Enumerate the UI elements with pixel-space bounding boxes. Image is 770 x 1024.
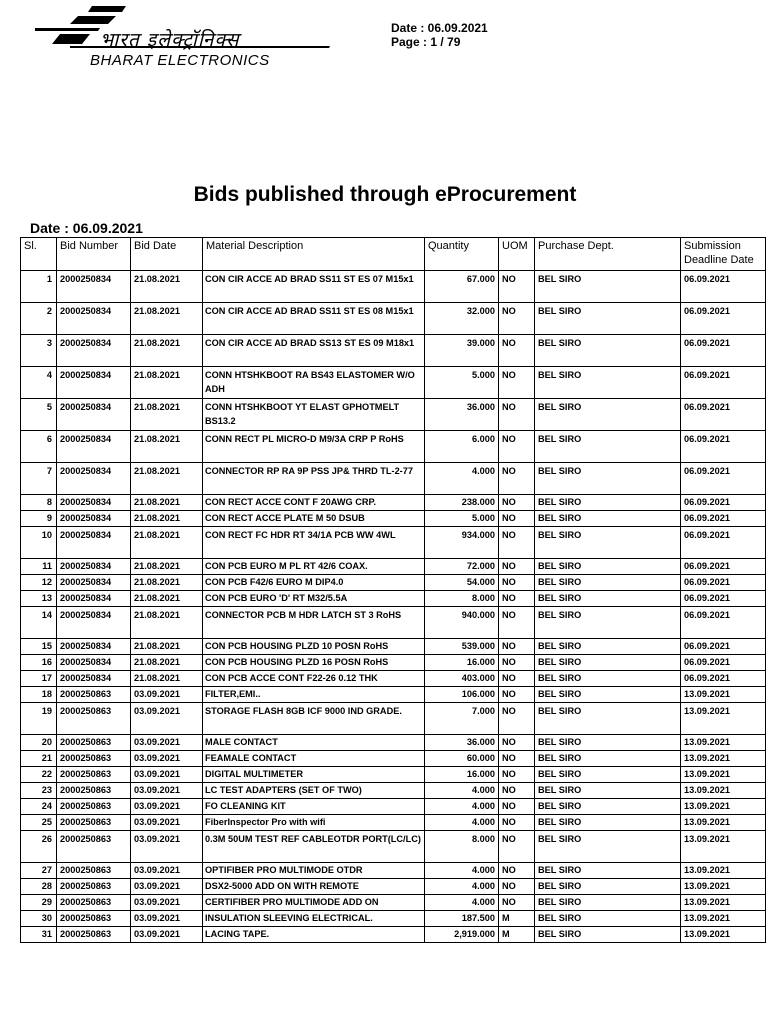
cell-bid-number: 2000250834 [57, 575, 131, 591]
cell-material-description: CON PCB EURO M PL RT 42/6 COAX. [203, 559, 425, 575]
cell-sl: 13 [21, 591, 57, 607]
cell-bid-date: 03.09.2021 [131, 911, 203, 927]
cell-sl: 26 [21, 831, 57, 863]
cell-quantity: 934.000 [425, 527, 499, 559]
cell-uom: NO [499, 639, 535, 655]
cell-quantity: 16.000 [425, 767, 499, 783]
cell-bid-number: 2000250863 [57, 927, 131, 943]
cell-bid-date: 03.09.2021 [131, 751, 203, 767]
cell-material-description: LC TEST ADAPTERS (SET OF TWO) [203, 783, 425, 799]
cell-quantity: 16.000 [425, 655, 499, 671]
cell-sl: 31 [21, 927, 57, 943]
table-row [21, 735, 766, 751]
cell-material-description: CON RECT ACCE PLATE M 50 DSUB [203, 511, 425, 527]
cell-uom: NO [499, 799, 535, 815]
cell-bid-date: 21.08.2021 [131, 431, 203, 463]
cell-submission-deadline: 06.09.2021 [681, 399, 766, 431]
cell-material-description: FiberInspector Pro with wifi [203, 815, 425, 831]
cell-submission-deadline: 13.09.2021 [681, 703, 766, 735]
cell-purchase-dept: BEL SIRO [535, 639, 681, 655]
cell-material-description: CON PCB EURO 'D' RT M32/5.5A [203, 591, 425, 607]
cell-purchase-dept: BEL SIRO [535, 607, 681, 639]
cell-sl: 27 [21, 863, 57, 879]
cell-quantity: 67.000 [425, 271, 499, 303]
cell-uom: NO [499, 431, 535, 463]
cell-bid-date: 03.09.2021 [131, 895, 203, 911]
cell-sl: 15 [21, 639, 57, 655]
table-row [21, 463, 766, 495]
cell-material-description: CON RECT FC HDR RT 34/1A PCB WW 4WL [203, 527, 425, 559]
cell-bid-date: 21.08.2021 [131, 591, 203, 607]
cell-submission-deadline: 13.09.2021 [681, 831, 766, 863]
cell-bid-date: 03.09.2021 [131, 703, 203, 735]
table-row [21, 799, 766, 815]
cell-uom: NO [499, 815, 535, 831]
cell-material-description: CONNECTOR PCB M HDR LATCH ST 3 RoHS [203, 607, 425, 639]
cell-quantity: 72.000 [425, 559, 499, 575]
cell-bid-date: 21.08.2021 [131, 671, 203, 687]
cell-submission-deadline: 13.09.2021 [681, 815, 766, 831]
cell-purchase-dept: BEL SIRO [535, 783, 681, 799]
cell-quantity: 36.000 [425, 399, 499, 431]
cell-bid-number: 2000250863 [57, 863, 131, 879]
cell-uom: NO [499, 863, 535, 879]
cell-purchase-dept: BEL SIRO [535, 751, 681, 767]
cell-bid-number: 2000250863 [57, 879, 131, 895]
cell-sl: 16 [21, 655, 57, 671]
cell-sl: 19 [21, 703, 57, 735]
cell-uom: NO [499, 767, 535, 783]
cell-sl: 6 [21, 431, 57, 463]
col-header-purchase-dept: Purchase Dept. [535, 238, 681, 271]
table-row [21, 783, 766, 799]
cell-purchase-dept: BEL SIRO [535, 655, 681, 671]
cell-purchase-dept: BEL SIRO [535, 799, 681, 815]
cell-bid-number: 2000250863 [57, 895, 131, 911]
cell-quantity: 539.000 [425, 639, 499, 655]
cell-bid-date: 21.08.2021 [131, 367, 203, 399]
cell-material-description: INSULATION SLEEVING ELECTRICAL. [203, 911, 425, 927]
cell-quantity: 403.000 [425, 671, 499, 687]
cell-material-description: OPTIFIBER PRO MULTIMODE OTDR [203, 863, 425, 879]
cell-bid-number: 2000250863 [57, 703, 131, 735]
cell-quantity: 32.000 [425, 303, 499, 335]
cell-purchase-dept: BEL SIRO [535, 303, 681, 335]
cell-uom: NO [499, 463, 535, 495]
cell-purchase-dept: BEL SIRO [535, 559, 681, 575]
cell-sl: 10 [21, 527, 57, 559]
report-date: Date : 06.09.2021 [30, 220, 143, 236]
cell-bid-date: 21.08.2021 [131, 399, 203, 431]
cell-sl: 28 [21, 879, 57, 895]
cell-sl: 2 [21, 303, 57, 335]
cell-bid-number: 2000250834 [57, 607, 131, 639]
cell-bid-date: 21.08.2021 [131, 271, 203, 303]
cell-bid-number: 2000250834 [57, 495, 131, 511]
cell-bid-number: 2000250834 [57, 527, 131, 559]
cell-bid-number: 2000250834 [57, 591, 131, 607]
table-row [21, 879, 766, 895]
cell-material-description: CONN HTSHKBOOT RA BS43 ELASTOMER W/O ADH [203, 367, 425, 399]
cell-sl: 24 [21, 799, 57, 815]
table-row [21, 831, 766, 863]
cell-purchase-dept: BEL SIRO [535, 927, 681, 943]
table-row [21, 495, 766, 511]
cell-submission-deadline: 06.09.2021 [681, 639, 766, 655]
cell-sl: 12 [21, 575, 57, 591]
cell-bid-date: 21.08.2021 [131, 655, 203, 671]
cell-submission-deadline: 13.09.2021 [681, 767, 766, 783]
table-header-row [21, 238, 766, 271]
cell-submission-deadline: 06.09.2021 [681, 575, 766, 591]
cell-quantity: 4.000 [425, 895, 499, 911]
cell-material-description: FEAMALE CONTACT [203, 751, 425, 767]
cell-sl: 21 [21, 751, 57, 767]
cell-bid-number: 2000250834 [57, 671, 131, 687]
cell-material-description: FILTER,EMI.. [203, 687, 425, 703]
table-row [21, 335, 766, 367]
cell-quantity: 8.000 [425, 831, 499, 863]
cell-uom: NO [499, 399, 535, 431]
cell-purchase-dept: BEL SIRO [535, 511, 681, 527]
cell-material-description: DSX2-5000 ADD ON WITH REMOTE [203, 879, 425, 895]
cell-sl: 18 [21, 687, 57, 703]
table-row [21, 751, 766, 767]
cell-quantity: 4.000 [425, 783, 499, 799]
cell-submission-deadline: 13.09.2021 [681, 799, 766, 815]
cell-purchase-dept: BEL SIRO [535, 767, 681, 783]
table-row [21, 271, 766, 303]
cell-submission-deadline: 13.09.2021 [681, 735, 766, 751]
cell-purchase-dept: BEL SIRO [535, 463, 681, 495]
cell-submission-deadline: 06.09.2021 [681, 559, 766, 575]
cell-uom: NO [499, 703, 535, 735]
cell-sl: 20 [21, 735, 57, 751]
cell-uom: NO [499, 559, 535, 575]
cell-bid-number: 2000250834 [57, 655, 131, 671]
cell-uom: NO [499, 527, 535, 559]
cell-submission-deadline: 06.09.2021 [681, 655, 766, 671]
cell-purchase-dept: BEL SIRO [535, 431, 681, 463]
cell-purchase-dept: BEL SIRO [535, 367, 681, 399]
cell-sl: 14 [21, 607, 57, 639]
cell-sl: 4 [21, 367, 57, 399]
cell-quantity: 4.000 [425, 863, 499, 879]
cell-bid-number: 2000250834 [57, 271, 131, 303]
cell-submission-deadline: 06.09.2021 [681, 303, 766, 335]
cell-purchase-dept: BEL SIRO [535, 271, 681, 303]
bel-logo [30, 4, 340, 70]
table-row [21, 639, 766, 655]
cell-bid-date: 03.09.2021 [131, 767, 203, 783]
table-row [21, 671, 766, 687]
cell-uom: NO [499, 751, 535, 767]
cell-material-description: 0.3M 50UM TEST REF CABLEOTDR PORT(LC/LC) [203, 831, 425, 863]
cell-quantity: 39.000 [425, 335, 499, 367]
cell-quantity: 106.000 [425, 687, 499, 703]
table-row [21, 703, 766, 735]
cell-sl: 9 [21, 511, 57, 527]
cell-bid-date: 03.09.2021 [131, 927, 203, 943]
table-row [21, 559, 766, 575]
cell-uom: NO [499, 879, 535, 895]
table-row [21, 591, 766, 607]
col-header-submission-deadline: Submission Deadline Date [681, 238, 766, 271]
table-row [21, 687, 766, 703]
cell-uom: NO [499, 335, 535, 367]
cell-submission-deadline: 06.09.2021 [681, 271, 766, 303]
cell-bid-date: 03.09.2021 [131, 687, 203, 703]
cell-quantity: 36.000 [425, 735, 499, 751]
cell-sl: 17 [21, 671, 57, 687]
cell-quantity: 4.000 [425, 879, 499, 895]
cell-quantity: 5.000 [425, 367, 499, 399]
cell-bid-number: 2000250863 [57, 783, 131, 799]
cell-uom: NO [499, 607, 535, 639]
cell-purchase-dept: BEL SIRO [535, 815, 681, 831]
cell-material-description: CONN HTSHKBOOT YT ELAST GPHOTMELT BS13.2 [203, 399, 425, 431]
cell-material-description: CON PCB ACCE CONT F22-26 0.12 THK [203, 671, 425, 687]
cell-submission-deadline: 13.09.2021 [681, 879, 766, 895]
table-row [21, 863, 766, 879]
cell-purchase-dept: BEL SIRO [535, 671, 681, 687]
cell-purchase-dept: BEL SIRO [535, 495, 681, 511]
cell-bid-number: 2000250863 [57, 799, 131, 815]
cell-quantity: 60.000 [425, 751, 499, 767]
cell-bid-date: 03.09.2021 [131, 799, 203, 815]
cell-purchase-dept: BEL SIRO [535, 335, 681, 367]
cell-uom: NO [499, 783, 535, 799]
cell-uom: NO [499, 655, 535, 671]
cell-uom: NO [499, 831, 535, 863]
table-row [21, 399, 766, 431]
cell-uom: M [499, 911, 535, 927]
table-row [21, 511, 766, 527]
cell-purchase-dept: BEL SIRO [535, 895, 681, 911]
cell-bid-date: 21.08.2021 [131, 303, 203, 335]
cell-bid-date: 21.08.2021 [131, 495, 203, 511]
cell-sl: 23 [21, 783, 57, 799]
cell-material-description: CON PCB F42/6 EURO M DIP4.0 [203, 575, 425, 591]
cell-material-description: CON RECT ACCE CONT F 20AWG CRP. [203, 495, 425, 511]
cell-bid-number: 2000250834 [57, 463, 131, 495]
table-row [21, 527, 766, 559]
table-row [21, 815, 766, 831]
cell-submission-deadline: 13.09.2021 [681, 895, 766, 911]
cell-purchase-dept: BEL SIRO [535, 735, 681, 751]
table-row [21, 303, 766, 335]
cell-bid-number: 2000250863 [57, 831, 131, 863]
cell-quantity: 5.000 [425, 511, 499, 527]
cell-sl: 3 [21, 335, 57, 367]
cell-bid-number: 2000250834 [57, 559, 131, 575]
cell-material-description: STORAGE FLASH 8GB ICF 9000 IND GRADE. [203, 703, 425, 735]
cell-purchase-dept: BEL SIRO [535, 863, 681, 879]
table-row [21, 767, 766, 783]
cell-quantity: 4.000 [425, 799, 499, 815]
cell-submission-deadline: 06.09.2021 [681, 463, 766, 495]
cell-sl: 7 [21, 463, 57, 495]
cell-bid-number: 2000250834 [57, 335, 131, 367]
cell-uom: M [499, 927, 535, 943]
cell-quantity: 54.000 [425, 575, 499, 591]
cell-submission-deadline: 06.09.2021 [681, 671, 766, 687]
page-title: Bids published through eProcurement [193, 183, 577, 206]
cell-bid-date: 21.08.2021 [131, 639, 203, 655]
cell-sl: 25 [21, 815, 57, 831]
table-row [21, 607, 766, 639]
table-body [21, 271, 766, 943]
cell-material-description: MALE CONTACT [203, 735, 425, 751]
cell-uom: NO [499, 511, 535, 527]
cell-uom: NO [499, 271, 535, 303]
cell-uom: NO [499, 735, 535, 751]
page-number: Page : 1 / 79 [391, 35, 461, 49]
logo-hindi-text: भारत इलेक्ट्रॉनिक्स [100, 29, 240, 51]
cell-submission-deadline: 06.09.2021 [681, 367, 766, 399]
cell-bid-date: 03.09.2021 [131, 815, 203, 831]
cell-material-description: CON CIR ACCE AD BRAD SS13 ST ES 09 M18x1 [203, 335, 425, 367]
table-row [21, 895, 766, 911]
cell-bid-number: 2000250863 [57, 751, 131, 767]
cell-submission-deadline: 13.09.2021 [681, 863, 766, 879]
cell-material-description: LACING TAPE. [203, 927, 425, 943]
cell-bid-number: 2000250834 [57, 367, 131, 399]
cell-uom: NO [499, 495, 535, 511]
cell-sl: 30 [21, 911, 57, 927]
cell-sl: 1 [21, 271, 57, 303]
cell-bid-date: 03.09.2021 [131, 735, 203, 751]
cell-quantity: 4.000 [425, 463, 499, 495]
cell-purchase-dept: BEL SIRO [535, 911, 681, 927]
cell-submission-deadline: 13.09.2021 [681, 927, 766, 943]
page-meta [391, 21, 488, 49]
table-row [21, 655, 766, 671]
cell-submission-deadline: 13.09.2021 [681, 911, 766, 927]
cell-bid-number: 2000250863 [57, 687, 131, 703]
cell-uom: NO [499, 687, 535, 703]
cell-sl: 5 [21, 399, 57, 431]
col-header-quantity: Quantity [425, 238, 499, 271]
table-row [21, 575, 766, 591]
print-date: Date : 06.09.2021 [391, 21, 488, 35]
cell-quantity: 940.000 [425, 607, 499, 639]
cell-sl: 22 [21, 767, 57, 783]
cell-bid-date: 03.09.2021 [131, 831, 203, 863]
col-header-bid-number: Bid Number [57, 238, 131, 271]
cell-purchase-dept: BEL SIRO [535, 591, 681, 607]
cell-material-description: CON PCB HOUSING PLZD 10 POSN RoHS [203, 639, 425, 655]
cell-material-description: CERTIFIBER PRO MULTIMODE ADD ON [203, 895, 425, 911]
cell-bid-number: 2000250834 [57, 399, 131, 431]
cell-submission-deadline: 06.09.2021 [681, 511, 766, 527]
cell-material-description: CON PCB HOUSING PLZD 16 POSN RoHS [203, 655, 425, 671]
cell-quantity: 187.500 [425, 911, 499, 927]
cell-quantity: 238.000 [425, 495, 499, 511]
cell-material-description: CONN RECT PL MICRO-D M9/3A CRP P RoHS [203, 431, 425, 463]
col-header-uom: UOM [499, 238, 535, 271]
cell-submission-deadline: 06.09.2021 [681, 527, 766, 559]
cell-submission-deadline: 06.09.2021 [681, 607, 766, 639]
cell-sl: 8 [21, 495, 57, 511]
col-header-material-description: Material Description [203, 238, 425, 271]
cell-bid-date: 03.09.2021 [131, 783, 203, 799]
cell-sl: 11 [21, 559, 57, 575]
cell-submission-deadline: 06.09.2021 [681, 495, 766, 511]
cell-material-description: FO CLEANING KIT [203, 799, 425, 815]
cell-quantity: 7.000 [425, 703, 499, 735]
cell-material-description: CON CIR ACCE AD BRAD SS11 ST ES 07 M15x1 [203, 271, 425, 303]
cell-bid-date: 21.08.2021 [131, 335, 203, 367]
cell-purchase-dept: BEL SIRO [535, 879, 681, 895]
cell-bid-date: 03.09.2021 [131, 879, 203, 895]
cell-quantity: 6.000 [425, 431, 499, 463]
cell-purchase-dept: BEL SIRO [535, 703, 681, 735]
cell-material-description: DIGITAL MULTIMETER [203, 767, 425, 783]
cell-uom: NO [499, 591, 535, 607]
cell-uom: NO [499, 303, 535, 335]
cell-purchase-dept: BEL SIRO [535, 687, 681, 703]
cell-quantity: 2,919.000 [425, 927, 499, 943]
cell-submission-deadline: 06.09.2021 [681, 431, 766, 463]
cell-uom: NO [499, 671, 535, 687]
cell-material-description: CONNECTOR RP RA 9P PSS JP& THRD TL-2-77 [203, 463, 425, 495]
logo-english-text: BHARAT ELECTRONICS [90, 52, 270, 69]
table-row [21, 367, 766, 399]
cell-purchase-dept: BEL SIRO [535, 575, 681, 591]
cell-submission-deadline: 06.09.2021 [681, 591, 766, 607]
cell-bid-number: 2000250863 [57, 815, 131, 831]
cell-purchase-dept: BEL SIRO [535, 831, 681, 863]
cell-quantity: 4.000 [425, 815, 499, 831]
cell-bid-date: 03.09.2021 [131, 863, 203, 879]
cell-uom: NO [499, 367, 535, 399]
cell-quantity: 8.000 [425, 591, 499, 607]
cell-bid-number: 2000250863 [57, 767, 131, 783]
cell-bid-date: 21.08.2021 [131, 559, 203, 575]
cell-bid-date: 21.08.2021 [131, 511, 203, 527]
table-row [21, 927, 766, 943]
cell-bid-number: 2000250834 [57, 639, 131, 655]
cell-bid-date: 21.08.2021 [131, 607, 203, 639]
cell-submission-deadline: 13.09.2021 [681, 783, 766, 799]
cell-purchase-dept: BEL SIRO [535, 527, 681, 559]
col-header-bid-date: Bid Date [131, 238, 203, 271]
cell-submission-deadline: 13.09.2021 [681, 751, 766, 767]
table-row [21, 431, 766, 463]
cell-bid-number: 2000250834 [57, 511, 131, 527]
cell-material-description: CON CIR ACCE AD BRAD SS11 ST ES 08 M15x1 [203, 303, 425, 335]
cell-submission-deadline: 13.09.2021 [681, 687, 766, 703]
cell-sl: 29 [21, 895, 57, 911]
cell-uom: NO [499, 895, 535, 911]
cell-bid-date: 21.08.2021 [131, 463, 203, 495]
cell-bid-number: 2000250834 [57, 303, 131, 335]
col-header-sl: Sl. [21, 238, 57, 271]
cell-submission-deadline: 06.09.2021 [681, 335, 766, 367]
table-row [21, 911, 766, 927]
cell-bid-date: 21.08.2021 [131, 527, 203, 559]
cell-bid-number: 2000250863 [57, 911, 131, 927]
cell-bid-number: 2000250834 [57, 431, 131, 463]
cell-purchase-dept: BEL SIRO [535, 399, 681, 431]
cell-uom: NO [499, 575, 535, 591]
cell-bid-number: 2000250863 [57, 735, 131, 751]
bids-table [20, 237, 766, 943]
cell-bid-date: 21.08.2021 [131, 575, 203, 591]
